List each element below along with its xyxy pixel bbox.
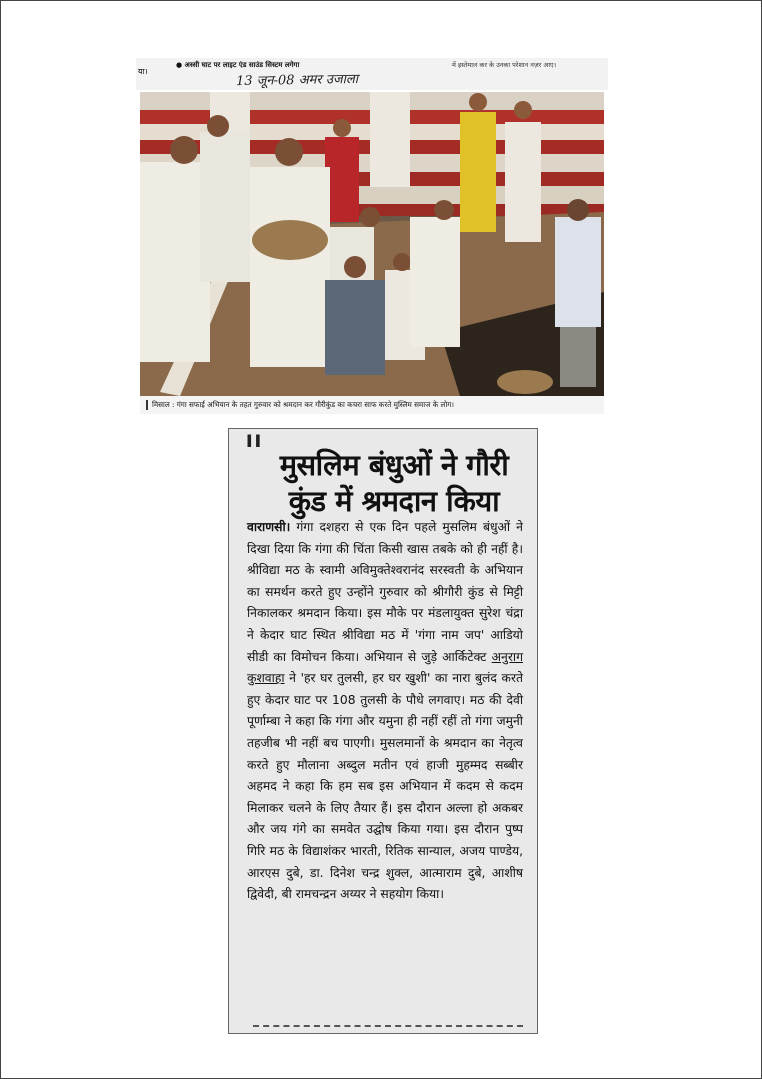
caption-label: मिसाल : <box>152 400 175 409</box>
clipping-cut-edge <box>253 1025 523 1033</box>
caption-text: गंगा सफाई अभियान के तहत गुरुवार को श्रमदान कर गौरीकुंड का कचरा साफ करते मुस्लिम समाज के लोग। <box>176 400 455 409</box>
photo-illustration <box>140 92 604 396</box>
quote-mark-annotation: " <box>243 428 265 479</box>
sub-headline-note: ● अस्सी घाट पर लाइट एंड साउंड सिस्टम लगेगा <box>176 61 300 69</box>
photo-caption <box>140 396 604 414</box>
caption-divider <box>146 400 148 410</box>
news-article <box>228 428 538 1034</box>
news-photograph <box>140 92 604 396</box>
right-text-fragment: में इस्तेमाल कर के उनका परेशान नज़र आए। <box>452 61 557 69</box>
underlined-name: अनुराग कुशवाहा <box>247 649 523 686</box>
article-body-text-continued: ने 'हर घर तुलसी, हर घर खुशी' का नारा बुलंद करते हुए केदार घाट पर 108 तुलसी के पौधे लगवाए। मठ की देवी पूर्णाम्बा ने कहा कि गंगा और यमुना ही नहीं रहीं तो गंगा जमुनी तहजीब भी नहीं बच पाएगी। मुसलमानों के श्रमदान का नेतृत्व करते हुए मौलाना अब्दुल मतीन एवं हाजी मुहम्मद सब्बीर अहमद ने कहा कि हम सब इस अभियान में कदम से कदम मिलाकर चलने के लिए तैयार हैं। इस दौरान अल्ला हो अकबर और जय गंगे का समवेत उद्घोष किया गया। इस दौरान पुष्प गिरि मठ के विद्याशंकर भारती, रितिक सान्याल, अजय पाण्डेय, आरएस दुबे, डा. दिनेश चन्द्र शुक्ल, आत्माराम दुबे, आशीष द्विवेदी, बी रामचन्द्रन अय्यर ने सहयोग किया। <box>247 671 523 902</box>
left-text-fragment: या। <box>138 67 148 76</box>
article-headline: मुसलिम बंधुओं ने गौरी कुंड में श्रमदान किया <box>279 448 509 518</box>
article-dateline: वाराणसी। <box>247 520 291 534</box>
article-body-text: गंगा दशहरा से एक दिन पहले मुसलिम बंधुओं ने दिखा दिया कि गंगा की चिंता किसी खास तबके को ही नहीं है। श्रीविद्या मठ के स्वामी अविमुक्तेश्वरानंद सरस्वती के अभियान का समर्थन करते हुए उन्होंने गुरुवार को श्रीगौरी कुंड से मिट्टी निकालकर श्रमदान किया। इस मौके पर मंडलायुक्त सुरेश चंद्रा ने केदार घाट स्थित श्रीविद्या मठ में 'गंगा नाम जप' आडियो सीडी का विमोचन किया। अभियान से जुड़े आर्किटेक्ट <box>247 520 523 664</box>
handwritten-date-annotation: 13 जून-08 अमर उजाला <box>235 71 359 90</box>
clipping-header-strip <box>136 58 608 90</box>
article-body <box>247 517 523 906</box>
